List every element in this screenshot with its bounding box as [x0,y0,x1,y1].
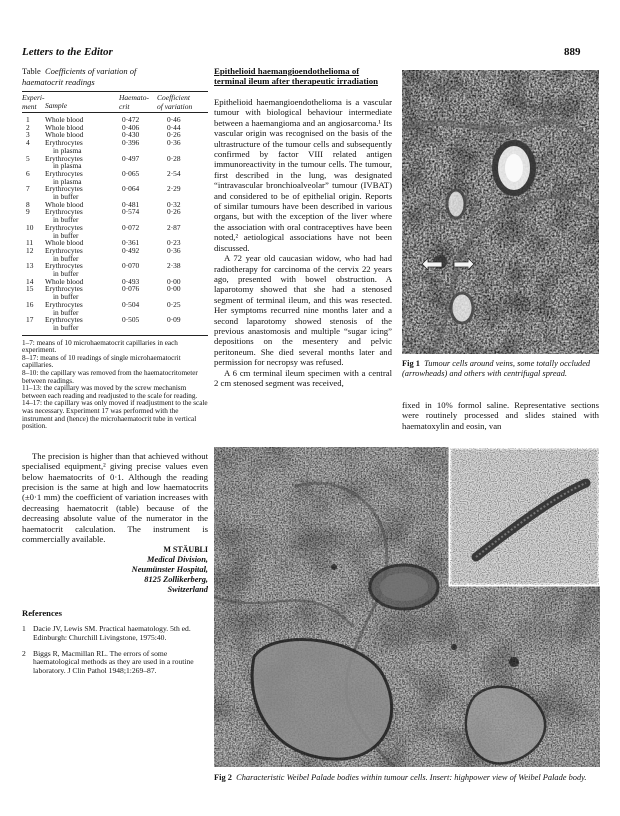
cell-sample-line2: in buffer [53,269,79,279]
article-paragraph: A 6 cm terminal ileum specimen with a central 2 cm stenosed segment was received, [214,367,392,388]
cell-haematocrit: 0·065 [122,168,140,178]
figure-2-caption-text: Characteristic Weibel Palade bodies within tumour cells. Insert: highpower view of Weibel Palade body. [236,773,587,782]
table-note: 11–13: the capillary was moved by the screw mechanism between each reading and readjusted to the scale for reading. [22,384,198,400]
reference-text: Biggs R, Macmillan RL. The errors of some haematological methods as they are used in a routine laboratory. J Clin Pathol 1948;1:269–87. [33,648,194,675]
cell-experiment: 14 [26,276,34,286]
cell-sample [45,285,119,300]
reference-item [22,650,208,676]
inset-highpower-view [450,448,599,585]
table-row [22,301,208,316]
cell-haematocrit: 0·396 [122,138,140,148]
cell-coefficient: 0·25 [167,299,181,309]
figure-2-micrograph [214,447,600,767]
cell-haematocrit: 0·361 [122,238,140,248]
figure-1-caption [402,359,599,380]
cell-sample-line2: in plasma [53,145,82,155]
cell-experiment: 1 [26,115,30,124]
figure-1-caption-text: Tumour cells around veins, some totally occluded (arrowheads) and others with centrifugal spread. [402,359,591,379]
cell-sample [45,316,119,331]
cell-haematocrit: 0·493 [122,276,140,286]
cell-coefficient: 2·38 [167,261,181,271]
cell-haematocrit: 0·504 [122,299,140,309]
cell-sample [45,224,119,239]
cell-experiment: 17 [26,315,34,325]
cell-haematocrit: 0·430 [122,130,140,140]
author-affiliation-line: Switzerland [167,585,208,595]
cell-coefficient: 0·32 [167,199,181,209]
cell-sample-line2: in plasma [53,176,82,186]
cell-haematocrit: 0·064 [122,184,140,194]
cell-coefficient: 0·26 [167,207,181,217]
cell-sample-line1: Erythrocytes [45,284,83,294]
table-note: 8–17: means of 10 readings of single microhaematocrit capillaries. [22,353,181,370]
cell-experiment: 3 [26,130,30,140]
author-name: M STÄUBLI [163,545,208,555]
cell-sample-line1: Erythrocytes [45,261,83,271]
cell-experiment: 16 [26,299,34,309]
cell-experiment: 11 [26,238,34,248]
figure-1-label: Fig 1 [402,359,420,368]
author-affiliation-line: Medical Division, [147,555,208,565]
figure-1-micrograph [402,70,599,354]
col-header-experiment: Experi- ment [22,93,45,111]
cell-haematocrit: 0·505 [122,315,140,325]
table-label: Table [22,66,41,76]
cell-sample-line1: Erythrocytes [45,153,83,163]
reference-number: 1 [22,624,26,634]
cell-sample-line2: in plasma [53,161,82,171]
cell-coefficient: 0·36 [167,245,181,255]
cell-experiment: 12 [26,245,34,255]
table-row [22,208,208,223]
references-heading: References [22,608,62,619]
cell-sample-line1: Erythrocytes [45,222,83,232]
cell-experiment: 10 [26,222,34,232]
table-header-rule [22,112,208,113]
table-note: 8–10: the capillary was removed from the haematocritometer between readings. [22,369,198,385]
cell-experiment: 2 [26,122,30,132]
cell-coefficient: 2·29 [167,184,181,194]
cell-coefficient: 0·23 [167,238,181,248]
cell-experiment: 5 [26,153,30,163]
cell-coefficient: 2·54 [167,168,181,178]
cell-sample-line2: in buffer [53,230,79,240]
table-title-line1: Coefficients of variation of [45,66,137,76]
cell-coefficient: 0·28 [167,153,181,163]
cell-sample-line1: Whole blood [45,130,84,140]
cell-sample-line1: Erythrocytes [45,245,83,255]
cell-sample [45,301,119,316]
electron-micrograph-image [214,447,600,767]
col-header-sample: Sample [45,101,68,110]
cell-experiment: 4 [26,138,30,148]
table-row [22,316,208,331]
cell-sample-line1: Whole blood [45,199,84,209]
table-caption [22,66,208,88]
cell-sample-line1: Whole blood [45,238,84,248]
col-header-coefficient: Coefficient of variation [157,93,193,111]
cell-sample-line2: in buffer [53,215,79,225]
letter-signature [22,545,208,595]
table-row [22,170,208,185]
cell-sample-line1: Whole blood [45,115,84,124]
table-bottom-rule [22,335,208,336]
cell-experiment: 15 [26,284,34,294]
letter-body: The precision is higher than that achieved without specialised equipment,² giving precise values even below haematocrits of 0·1. Although the reading precision is the same at high and low haematocrits (±0·1 mm) the coefficient of variation increases with decreasing haematocrit (table) because of the decreasing absolute value of the numerator in the haematocrit calculation. The instrument is commercially available. [22,450,208,545]
cell-haematocrit: 0·574 [122,207,140,217]
cell-haematocrit: 0·472 [122,115,140,124]
table-row [22,262,208,277]
cell-sample-line1: Erythrocytes [45,207,83,217]
table-row [22,285,208,300]
cell-haematocrit: 0·497 [122,153,140,163]
cell-sample-line2: in buffer [53,192,79,202]
left-column [22,66,208,675]
table-title-line2: haematocrit readings [22,77,95,87]
cell-sample-line1: Whole blood [45,122,84,132]
cell-sample-line1: Erythrocytes [45,184,83,194]
article-title: Epithelioid haemangioendothelioma of terminal ileum after therapeutic irradiation [214,66,379,87]
article-paragraph: A 72 year old caucasian widow, who had had radiotherapy for carcinoma of the cervix 22 years ago, presented with bowel obstruction. A laparotomy showed that she had a stenosed segment of terminal ileum, and this was resected. Her symptoms recurred nine months later and a second laparotomy showed stenosis of the previous anastomosis and multiple “sugar icing” depositions on the mesentery and pelvic peritoneum. She died several months later and permission for necropsy was refused. [214,253,392,368]
col-header-haematocrit: Haemato- crit [119,93,149,111]
cell-sample [45,155,119,170]
cell-sample-line2: in buffer [53,322,79,332]
micrograph-image [402,70,599,354]
table-row [22,155,208,170]
cell-experiment: 7 [26,184,30,194]
cell-haematocrit: 0·076 [122,284,140,294]
author-affiliation-line: 8125 Zollikerberg, [144,575,208,585]
table-row [22,247,208,262]
author-affiliation-line: Neumünster Hospital, [131,565,208,575]
cell-haematocrit: 0·406 [122,122,140,132]
table-note: 14–17: the capillary was only moved if readjustment to the scale was necessary. Experiment 17 was performed with the instrument and (hence) the microhaematocrit tube in vertical position. [22,399,208,431]
cell-sample-line2: in buffer [53,253,79,263]
cell-coefficient: 0·00 [167,284,181,294]
cell-haematocrit: 0·070 [122,261,140,271]
table-body [22,116,208,332]
cell-sample [45,139,119,154]
reference-text: Dacie JV, Lewis SM. Practical haematology. 5th ed. Edinburgh: Churchill Livingstone, 1975:40. [33,624,191,643]
cell-sample-line1: Erythrocytes [45,168,83,178]
page-number: 889 [564,46,581,58]
cell-coefficient: 0·36 [167,138,181,148]
table-row [22,224,208,239]
reference-number: 2 [22,648,26,658]
table-note: 1–7: means of 10 microhaematocrit capillaries in each experiment. [22,338,178,355]
cell-coefficient: 0·44 [167,122,181,132]
table-header [22,92,208,112]
cell-sample-line2: in buffer [53,307,79,317]
figure-2-caption [214,773,600,783]
cell-haematocrit: 0·492 [122,245,140,255]
cell-sample-line1: Erythrocytes [45,315,83,325]
article-paragraph: Epithelioid haemangioendothelioma is a vascular tumour with biological behaviour intermediate between a haemangioma and an angiosarcoma.¹ Its vascular origin was recognised on the basis of the ultrastructure of the tumour cells and subsequently confirmed by factor VIII related antigen immunoreactivity in the tumour cells. The tumour, first described in the lung, was designated “intravascular bronchioalveolar” tumour (IVBAT) and considered to be of epithelial origin. Reports of similar tumours have been described in various organs, but with the exception of the liver where the association with oral contraceptives have been noted,² aetiological associations have not been discussed. [214,97,392,253]
cell-sample [45,247,119,262]
cell-sample [45,185,119,200]
cell-experiment: 13 [26,261,34,271]
article-column [214,66,392,388]
cell-sample-line2: in buffer [53,292,79,302]
cell-sample [45,262,119,277]
cell-coefficient: 0·46 [167,115,181,124]
running-head: Letters to the Editor [22,46,113,58]
figure-2-label: Fig 2 [214,773,232,782]
cell-coefficient: 2·87 [167,222,181,232]
cell-experiment: 9 [26,207,30,217]
cell-sample-line1: Erythrocytes [45,138,83,148]
cell-sample-line1: Whole blood [45,276,84,286]
article-continuation: fixed in 10% formol saline. Representative sections were routinely processed and slides stained with haematoxylin and eosin, van [402,400,599,431]
cell-experiment: 6 [26,168,30,178]
table-notes [22,340,208,431]
cell-coefficient: 0·09 [167,315,181,325]
cell-sample [45,208,119,223]
reference-item [22,625,208,642]
cell-sample [45,170,119,185]
cell-sample-line1: Erythrocytes [45,299,83,309]
cell-coefficient: 0·00 [167,276,181,286]
table-row [22,185,208,200]
cell-experiment: 8 [26,199,30,209]
cell-haematocrit: 0·072 [122,222,140,232]
cell-haematocrit: 0·481 [122,199,140,209]
cell-coefficient: 0·26 [167,130,181,140]
table-row [22,139,208,154]
